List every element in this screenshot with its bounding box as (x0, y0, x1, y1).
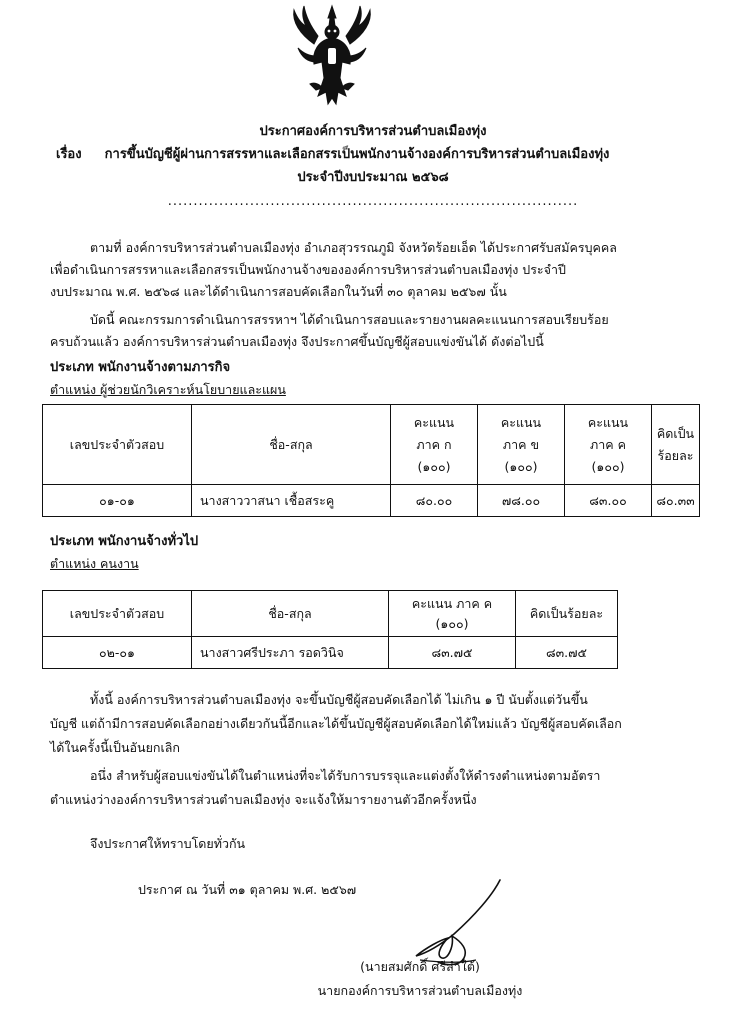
col-score-a-l1: คะแนน (413, 414, 455, 430)
col-score-c-l1: คะแนน (587, 414, 629, 430)
table-row (43, 637, 618, 669)
cell-score-b: ๗๘.๐๐ (478, 485, 565, 517)
closing-line-1: ทั้งนี้ องค์การบริหารส่วนตำบลเมืองทุ่ง จะขึ้นบัญชีผู้สอบคัดเลือกได้ ไม่เกิน ๑ ปี นับตั้งแต่วันขึ้น (90, 692, 588, 707)
col-score-c (389, 591, 516, 637)
col-score-b-l2: ภาค ข (502, 436, 540, 452)
intro-line-2: เพื่อดำเนินการสรรหาและเลือกสรรเป็นพนักงานจ้างขององค์การบริหารส่วนตำบลเมืองทุ่ง ประจำปี (50, 262, 566, 277)
section1-table (42, 404, 700, 517)
col-name: ชื่อ-สกุล (192, 405, 391, 485)
announce-line: จึงประกาศให้ทราบโดยทั่วกัน (90, 836, 246, 851)
cell-score-a: ๘๐.๐๐ (391, 485, 478, 517)
cell-percent: ๘๐.๓๓ (652, 485, 700, 517)
col-score-a (391, 405, 478, 485)
cell-exam-no: ๐๒-๐๑ (43, 637, 192, 669)
col-score-c-l2: ภาค ค (590, 436, 626, 452)
col-score-c (565, 405, 652, 485)
closing-line-4: อนึ่ง สำหรับผู้สอบแข่งขันได้ในตำแหน่งที่จะได้รับการบรรจุและแต่งตั้งให้ดำรงตำแหน่งตามอัตรา (90, 768, 601, 783)
intro-line-5: ครบถ้วนแล้ว องค์การบริหารส่วนตำบลเมืองทุ่ง จึงประกาศขึ้นบัญชีผู้สอบแข่งขันได้ ดังต่อไปนี้ (50, 334, 544, 349)
intro-line-4: บัดนี้ คณะกรรมการดำเนินการสรรหาฯ ได้ดำเนินการสอบและรายงานผลคะแนนการสอบเรียบร้อย (90, 312, 609, 327)
subject-label: เรื่อง (56, 147, 82, 162)
cell-name: นางสาวศรีประภา รอดวินิจ (192, 637, 389, 669)
col-score-c-l1: คะแนน ภาค ค (411, 595, 493, 611)
col-score-c-l3: (๑๐๐) (591, 458, 625, 474)
section1-type: ประเภท พนักงานจ้างตามภารกิจ (50, 360, 231, 375)
cell-name: นางสาววาสนา เชื้อสระคู (192, 485, 391, 517)
section2-type: ประเภท พนักงานจ้างทั่วไป (50, 534, 199, 549)
section1-position: ตำแหน่ง ผู้ช่วยนักวิเคราะห์นโยบายและแผน (50, 382, 286, 397)
col-score-b-l3: (๑๐๐) (504, 458, 538, 474)
divider: ................................................................................ (167, 194, 579, 209)
cell-score-c: ๘๓.๐๐ (565, 485, 652, 517)
table-row (43, 485, 700, 517)
section2-table (42, 590, 618, 669)
closing-line-3: ได้ในครั้งนี้เป็นอันยกเลิก (50, 740, 180, 755)
document-title: ประกาศองค์การบริหารส่วนตำบลเมืองทุ่ง (259, 124, 487, 139)
col-score-c-l2: (๑๐๐) (435, 615, 469, 631)
cell-score-c: ๘๓.๗๕ (389, 637, 516, 669)
intro-line-1: ตามที่ องค์การบริหารส่วนตำบลเมืองทุ่ง อำเภอสุวรรณภูมิ จังหวัดร้อยเอ็ด ได้ประกาศรับสมัครบุคคล (90, 240, 617, 255)
col-score-a-l2: ภาค ก (416, 436, 452, 452)
table-header-row (43, 405, 700, 485)
announce-date: ประกาศ ณ วันที่ ๓๑ ตุลาคม พ.ศ. ๒๕๖๗ (138, 882, 357, 897)
cell-percent: ๘๓.๗๕ (516, 637, 618, 669)
cell-exam-no: ๐๑-๐๑ (43, 485, 192, 517)
subject-text: การขึ้นบัญชีผู้ผ่านการสรรหาและเลือกสรรเป็นพนักงานจ้างองค์การบริหารส่วนตำบลเมืองทุ่ง (104, 147, 610, 162)
col-percent-l2: ร้อยละ (657, 447, 694, 463)
col-exam-no: เลขประจำตัวสอบ (43, 405, 192, 485)
closing-line-2: บัญชี แต่ถ้ามีการสอบคัดเลือกอย่างเดียวกันนี้อีกและได้ขึ้นบัญชีผู้สอบคัดเลือกได้ใหม่แล้ว บัญชีผู้สอบคัดเลือก (50, 716, 622, 731)
col-percent: คิดเป็นร้อยละ (516, 591, 618, 637)
section2-position: ตำแหน่ง คนงาน (50, 556, 139, 571)
col-score-b-l1: คะแนน (500, 414, 542, 430)
garuda-emblem-icon (288, 4, 376, 108)
col-name: ชื่อ-สกุล (192, 591, 389, 637)
closing-line-5: ตำแหน่งว่างองค์การบริหารส่วนตำบลเมืองทุ่ง จะแจ้งให้มารายงานตัวอีกครั้งหนึ่ง (50, 792, 477, 807)
fiscal-year: ประจำปีงบประมาณ ๒๕๖๘ (297, 170, 449, 185)
signer-title: นายกองค์การบริหารส่วนตำบลเมืองทุ่ง (317, 983, 523, 998)
col-percent-l1: คิดเป็น (656, 425, 695, 441)
col-score-b (478, 405, 565, 485)
col-exam-no: เลขประจำตัวสอบ (43, 591, 192, 637)
table-header-row (43, 591, 618, 637)
signer-name: (นายสมศักดิ์ ศรีลำใต้) (360, 959, 480, 974)
intro-line-3: งบประมาณ พ.ศ. ๒๕๖๘ และได้ดำเนินการสอบคัดเลือกในวันที่ ๓๐ ตุลาคม ๒๕๖๗ นั้น (50, 284, 507, 299)
subject-line (56, 143, 609, 164)
col-percent (652, 405, 700, 485)
col-score-a-l3: (๑๐๐) (417, 458, 451, 474)
